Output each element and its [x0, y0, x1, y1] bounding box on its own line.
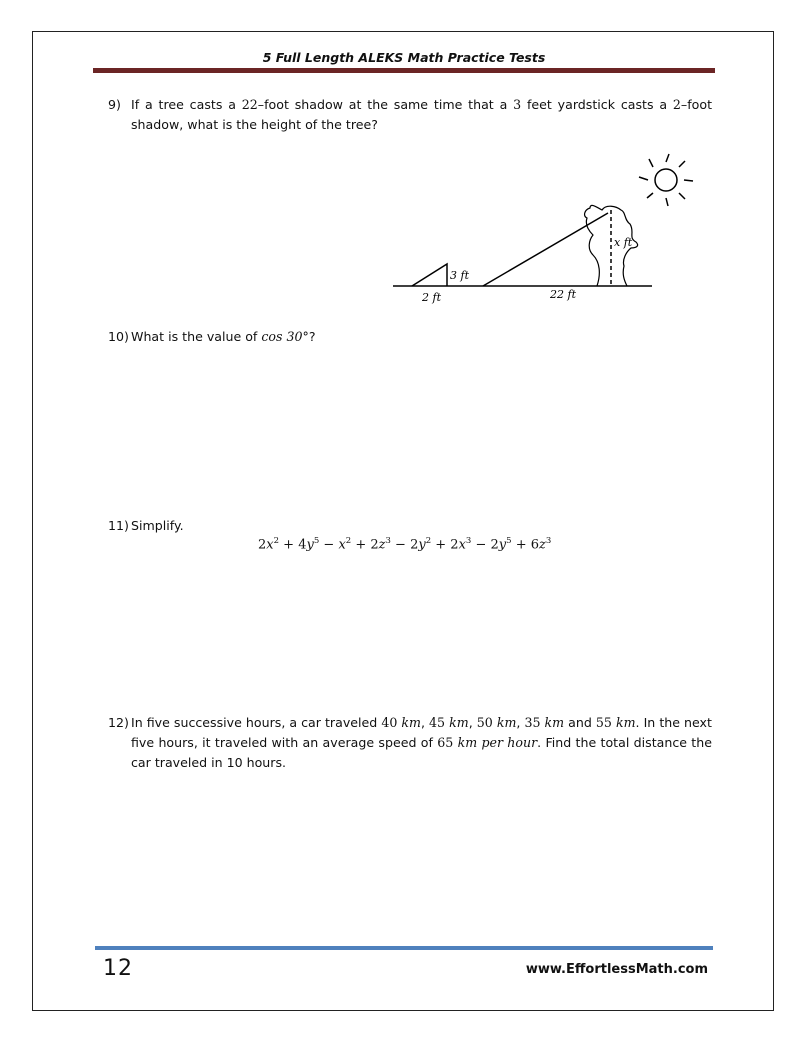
polynomial-expression: $2x^2 + 4y^5 - x^2 + 2z^3 - 2y^2 + 2x^3 - 2y^5 + 6z^3$	[258, 536, 552, 553]
question-11	[108, 516, 712, 536]
sun-icon	[639, 154, 693, 206]
question-text: If a tree casts a 22–foot shadow at the same time that a 3 feet yardstick casts a 2–foot shadow, what is the height of the tree?	[131, 97, 713, 132]
shadow-figure	[390, 150, 700, 310]
question-number: 9)	[108, 97, 121, 112]
question-number: 10)	[108, 329, 129, 344]
question-9	[108, 95, 712, 135]
question-number: 11)	[108, 518, 129, 533]
label-2ft: 2 ft	[422, 291, 441, 304]
question-text: In five successive hours, a car traveled 40 km, 45 km, 50 km, 35 km and 55 km. In the next five hours, it traveled with an average speed of 65 km per hour. Find the total distance the car traveled in 10 hours.	[131, 715, 712, 770]
question-12	[108, 713, 712, 773]
page-number: 12	[103, 956, 133, 981]
question-text: Simplify.	[131, 518, 184, 533]
question-text: What is the value of cos 30°?	[131, 329, 316, 344]
question-number: 12)	[108, 715, 129, 730]
website-link[interactable]: www.EffortlessMath.com	[525, 962, 708, 977]
label-22ft: 22 ft	[550, 288, 576, 301]
yardstick-triangle	[412, 264, 447, 286]
header-title: 5 Full Length ALEKS Math Practice Tests	[262, 50, 546, 65]
label-xft: x ft	[614, 236, 633, 249]
label-3ft: 3 ft	[450, 269, 469, 282]
question-10	[108, 327, 712, 347]
footer-rule	[95, 946, 713, 950]
header-rule	[93, 68, 715, 73]
